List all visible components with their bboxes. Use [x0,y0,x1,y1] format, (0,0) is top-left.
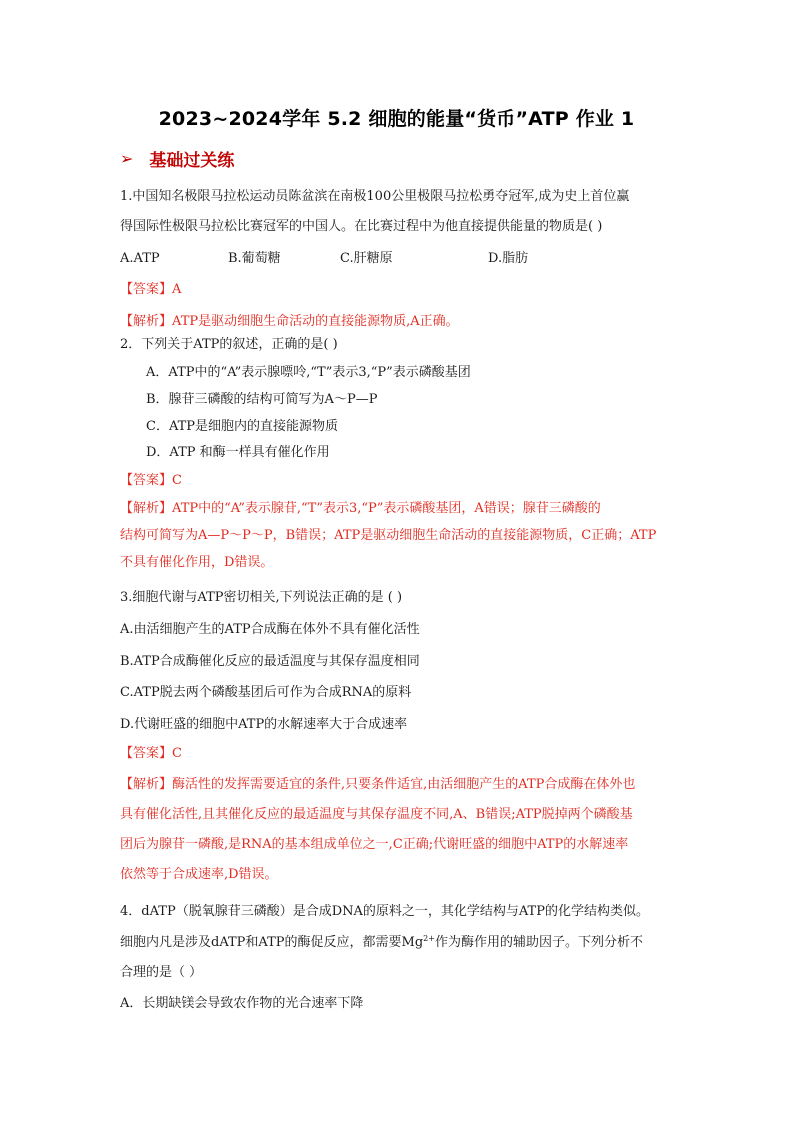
analysis-tag: 【解析】 [120,777,173,792]
q1-option-c: C.肝糖原 [340,251,393,266]
q2-option-a: A．ATP中的“A”表示腺嘌呤,“T”表示3,“P”表示磷酸基团 [146,365,471,380]
analysis-text: ATP是驱动细胞生命活动的直接能源物质,A正确。 [172,314,459,329]
analysis-text: ATP中的“A”表示腺苷,“T”表示3,“P”表示磷酸基团，A错误；腺苷三磷酸的 [172,501,601,516]
q3-answer [120,745,680,763]
q1-stem-line-2: 得国际性极限马拉松比赛冠军的中国人。在比赛过程中为他直接提供能量的物质是( ) [120,219,603,234]
q3-stem: 3.细胞代谢与ATP密切相关,下列说法正确的是 ( ) [120,590,403,605]
answer-tag: 【答案】 [120,282,173,297]
q4-mg-charge: 2+ [423,934,435,943]
q1-stem-line-1: 1.中国知名极限马拉松运动员陈盆滨在南极100公里极限马拉松勇夺冠军,成为史上首位赢 [120,189,630,204]
analysis-text: 酶活性的发挥需要适宜的条件,只要条件适宜,由活细胞产生的ATP合成酶在体外也 [172,777,636,792]
answer-tag: 【答案】 [120,473,173,488]
section-heading [120,146,234,171]
analysis-tag: 【解析】 [120,314,173,329]
q4-stem-line-1: 4．dATP（脱氧腺苷三磷酸）是合成DNA的原料之一，其化学结构与ATP的化学结构类似。 [120,904,649,919]
answer-value: A [172,282,182,297]
q2-answer [120,472,680,490]
answer-value: C [172,746,182,761]
q4-stem-line-2 [120,934,680,952]
q1-analysis [120,313,680,331]
section-label: 基础过关练 [149,151,235,171]
q1-options [120,250,680,268]
q3-analysis-line-3: 团后为腺苷一磷酸,是RNA的基本组成单位之一,C正确;代谢旺盛的细胞中ATP的水解速率 [120,837,629,852]
analysis-tag: 【解析】 [120,501,173,516]
answer-tag: 【答案】 [120,746,173,761]
q2-option-d: D．ATP 和酶一样具有催化作用 [146,445,330,460]
q3-option-a: A.由活细胞产生的ATP合成酶在体外不具有催化活性 [120,622,420,637]
q1-option-d: D.脂肪 [488,251,529,266]
q2-analysis-line-2: 结构可简写为A—P～P～P，B错误；ATP是驱动细胞生命活动的直接能源物质，C正确；ATP [120,528,657,543]
q2-analysis-line-3: 不具有催化作用，D错误。 [120,555,274,570]
q2-option-c: C．ATP是细胞内的直接能源物质 [146,419,339,434]
answer-value: C [172,473,182,488]
q4-line2-text: 细胞内凡是涉及dATP和ATP的酶促反应，都需要Mg [120,935,424,950]
q1-answer [120,281,680,299]
q3-analysis-line-4: 依然等于合成速率,D错误。 [120,867,278,882]
q4-option-a: A．长期缺镁会导致农作物的光合速率下降 [120,996,364,1011]
q2-stem: 2．下列关于ATP的叙述，正确的是( ) [120,337,338,352]
q3-analysis-line-1 [120,776,680,794]
q4-line2-rest: 作为酶作用的辅助因子。下列分析不 [434,935,643,950]
q3-analysis-line-2: 具有催化活性,且其催化反应的最适温度与其保存温度不同,A、B错误;ATP脱掉两个磷酸基 [120,807,633,822]
arrow-bullet-icon: ➢ [120,149,134,168]
q1-option-a: A.ATP [120,251,160,266]
page-title: 2023~2024学年 5.2 细胞的能量“货币”ATP 作业 1 [158,108,635,130]
q4-stem-line-3: 合理的是（ ） [120,965,203,980]
q3-option-c: C.ATP脱去两个磷酸基团后可作为合成RNA的原料 [120,685,412,700]
q1-option-b: B.葡萄糖 [228,251,281,266]
q3-option-b: B.ATP合成酶催化反应的最适温度与其保存温度相同 [120,654,420,669]
q2-analysis-line-1 [120,500,680,518]
q3-option-d: D.代谢旺盛的细胞中ATP的水解速率大于合成速率 [120,717,408,732]
q2-option-b: B．腺苷三磷酸的结构可简写为A～P—P [146,392,378,407]
